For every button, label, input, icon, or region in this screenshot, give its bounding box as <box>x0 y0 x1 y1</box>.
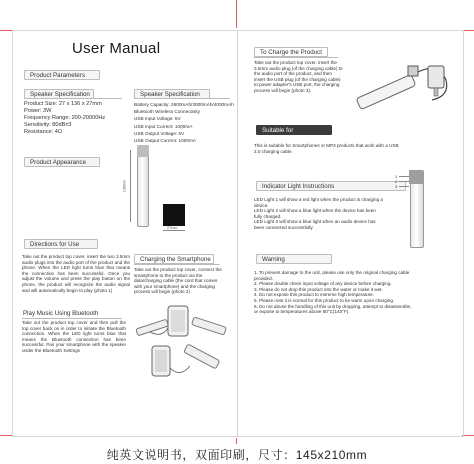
play-music-rule <box>22 318 122 319</box>
to-charge-header: To Charge the Product <box>254 47 328 57</box>
speaker-spec2-rule <box>134 98 230 99</box>
warning-text: 1. To prevent damage to the unit, please use only the original charging cable provided. 2. Please double check input voltage of any device before charging. 3. Please do not drop this product into the water or make it wet. 4. Do not expose this product to extreme high temperature. 5. Please note it is normal for this product to be warm upon charging. 6. Do not abuse the handling of this unit by dropping, attempt to disassemble, or expose to temperatures above 60°C(140°F). <box>254 270 412 315</box>
indicator-label-1: 1 <box>395 174 398 179</box>
fold-mark-bottom <box>236 438 237 444</box>
indicator-label-2: 2 <box>395 179 398 184</box>
height-dim-line <box>130 150 131 222</box>
directions-text: Take out the product top cover, insert the two 3.5mm audio plugs into the audio port of the product and the phone. When the LED light turns blue that means the connection has been successful. Once you adjust the volume and press the play button on the phone, the product will recognize the audio signal and will automatically begin to play (photo 1) <box>22 254 130 293</box>
suitable-for-header: Suitable for <box>256 125 332 135</box>
crop-mark-top-left <box>0 30 12 31</box>
indicator-pointer-3 <box>399 186 409 187</box>
warning-header: Warning <box>256 254 332 264</box>
product-parameters-header: Product Parameters <box>24 70 100 80</box>
charging-smartphone-text: Take out the product top cover, connect the smartphone to the product via the data/charging cable (the cord that comes with your smartphone) and the charging process will begin (photo 2) <box>134 267 222 295</box>
speaker-spec2-text: Battery Capacity: 2600mAh/3000mAh/4000mAh Bluetooth Wireless Connectivity USB Input Voltage: 5V USB Input Current: 1000mA USB Output Voltage: 5V USB Output Current: 1000mA <box>134 102 234 144</box>
charging-smartphone-header: Charging the Smartphone <box>134 254 214 264</box>
directions-header: Directions for Use <box>24 239 98 249</box>
footer-note: 纯英文说明书，双面印刷，尺寸：145x210mm <box>106 448 368 462</box>
play-music-bt-header: Play Music Using Bluetooth <box>22 308 124 318</box>
speaker-spec2-header: Speaker Specification <box>134 89 210 99</box>
indicator-text: LED Light 1 will show a red light when the product is charging a device. LED Light 2 will show a blue light when the device has been fully charged. LED Light 3 will show a blue light when an audio device has been connected successfully. <box>254 197 383 230</box>
photo-3-drawing <box>350 56 458 120</box>
indicator-pointer-2 <box>399 181 409 182</box>
indicator-header: Indicator Light Instructions <box>256 181 406 191</box>
product-cylinder-drawing <box>137 145 149 227</box>
photo-1-drawing <box>130 302 234 342</box>
charging-smartphone-rule <box>134 264 220 265</box>
indicator-pointer-1 <box>399 176 409 177</box>
play-music-text: Take out the product top cover and then pull the top cover back on in order to initiate the Bluetooth connection. When the LED light turns blue that means the Bluetooth connection has been successful. Pair your smartphone with the speaker under the Bluetooth Settings <box>22 320 126 353</box>
speaker-spec-rule <box>24 98 122 99</box>
suitable-text: This is suitable for Smartphones or MP3 products that work with a USB 2.0 charging cable. <box>254 143 399 154</box>
speaker-spec-text: Product Size: 27 x 136 x 27mm Power: 3W Frequency Range: 200-20000Hz Sensitivity: 80dB±3 Resistance: 4Ω <box>24 101 106 135</box>
to-charge-text: Take out the product top cover, insert the 3.5mm audio plug (of the charging cable) to the audio port of the product, and then insert the USB plug (of the charging cable) to power adapter's USB port, the charging process will begin (photo 3). <box>254 60 343 93</box>
fold-mark-top <box>236 0 237 28</box>
product-cap <box>137 145 149 157</box>
crop-mark-bottom-left <box>0 435 12 436</box>
to-charge-rule <box>254 57 338 58</box>
width-dim-line <box>163 230 185 231</box>
speaker-spec-header: Speaker Specification <box>24 89 94 99</box>
indicator-label-3: 3 <box>395 184 398 189</box>
photo-2-drawing <box>130 344 234 384</box>
height-dim-label: 136mm <box>122 179 127 193</box>
product-appearance-header: Product Appearance <box>24 157 100 167</box>
manual-title: User Manual <box>72 40 161 57</box>
product-top-view <box>163 204 185 226</box>
indicator-product-cap <box>409 170 423 184</box>
width-dim-label: 27mm <box>167 226 178 230</box>
